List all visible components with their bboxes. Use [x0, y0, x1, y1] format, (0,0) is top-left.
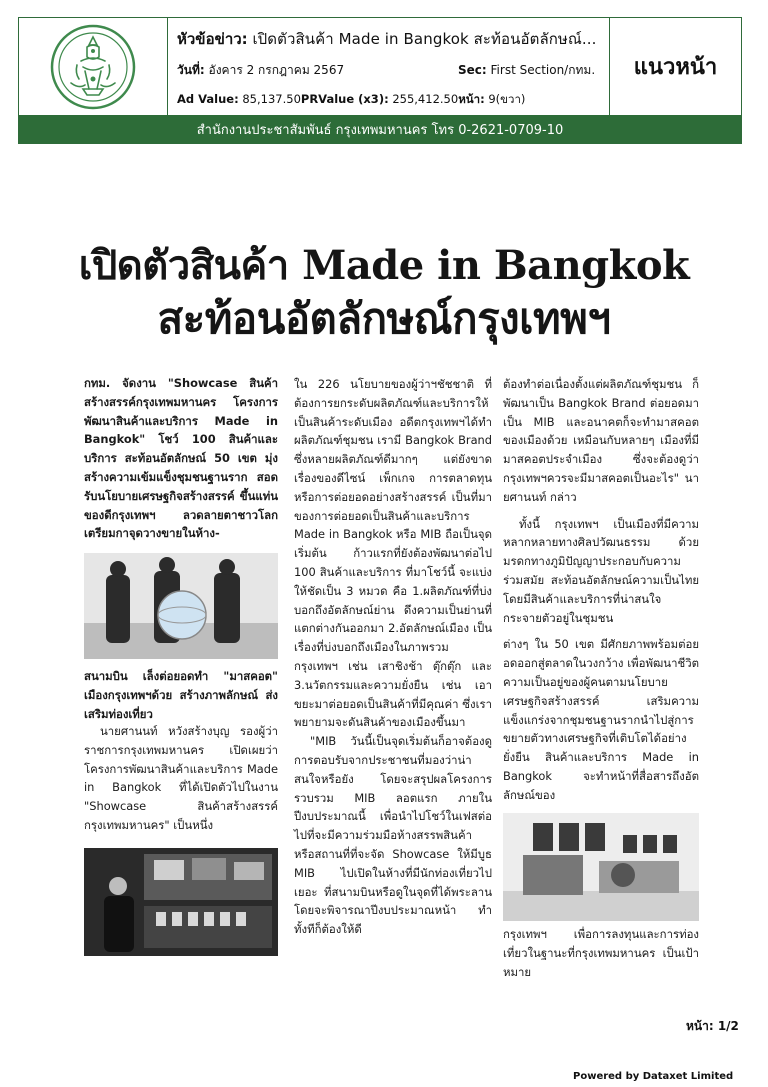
photo-exhibition-hall	[503, 813, 699, 921]
page-value: 9(ขวา)	[488, 92, 526, 106]
section-row	[458, 61, 595, 80]
ad-value: 85,137.50	[242, 92, 301, 106]
pr-value-label: PRValue (x3):	[300, 92, 389, 106]
photo-exhibition-hall-image	[503, 813, 699, 921]
date-row	[177, 61, 344, 80]
col2-body	[294, 375, 492, 939]
newspaper-name: แนวหน้า	[633, 55, 718, 80]
col3-paragraph-3: ต่างๆ ใน 50 เขต มีศักยภาพพร้อมต่อยอดออกสู่ตลาดในวงกว้าง เพื่อพัฒนาชีวิตความเป็นอยู่ของผู้คนตามนโยบายเศรษฐกิจสร้างสรรค์ เสริมความแข็งแกร่งจากชุมชนฐานรากนำไปสู่การขยายตัวทางเศรษฐกิจที่เติบโตได้อย่างยั่งยืน สินค้าและบริการ Made in Bangkok จะทำหน้าที่สื่อสารถึงอัตลักษณ์ของ	[503, 637, 699, 802]
headline-label: หัวข้อข่าว:	[177, 30, 248, 48]
bangkok-city-seal-logo	[49, 23, 137, 111]
headline-text: เปิดตัวสินค้า Made in Bangkok สะท้อนอัตลักษณ์...	[252, 30, 597, 48]
caption-block	[84, 667, 278, 723]
ad-value-label: Ad Value:	[177, 92, 239, 106]
value-row	[177, 91, 525, 109]
sec-value: First Section/กทม.	[490, 63, 596, 77]
col3-paragraph-2: ทั้งนี้ กรุงเทพฯ เป็นเมืองที่มีความหลากหลายทางศิลปวัฒนธรรม ด้วยมรดกทางภูมิปัญญาประกอบกับความร่วมสมัย สะท้อนอัตลักษณ์ความเป็นไทย โดยมีสินค้าและบริการที่น่าสนใจกระจายตัวอยู่ในชุมชน	[503, 516, 699, 625]
col1-paragraph: นายศานนท์ หวังสร้างบุญ รองผู้ว่าราชการกรุงเทพมหานคร เปิดเผยว่า โครงการพัฒนาสินค้าและบริการ Made in Bangkok ที่ได้เปิดตัวไปในงาน "Showcase สินค้าสร้างสรรค์กรุงเทพมหานคร" เป็นหนึ่ง	[84, 724, 278, 832]
clipping-header	[18, 17, 742, 144]
clipping-meta	[168, 18, 610, 115]
article-lead	[84, 374, 278, 543]
col3-paragraph-1: ต้องทำต่อเนื่องตั้งแต่ผลิตภัณฑ์ชุมชน ก็พัฒนาเป็น Bangkok Brand ต่อยอดมาเป็น MIB และอนาคตก็จะทำมาสคอตของเมืองด้วย เหมือนกับหลายๆ เมืองที่มีมาสคอตประจำเมือง ซึ่งจะต้องดูว่ากรุงเทพฯควรจะมีมาสคอตเป็นอะไร" นายศานนท์ กล่าว	[503, 377, 699, 504]
page-label: หน้า:	[458, 92, 485, 106]
col1-body	[84, 722, 278, 835]
lead-paragraph: กทม. จัดงาน "Showcase สินค้าสร้างสรรค์กรุงเทพมหานคร โครงการพัฒนาสินค้าและบริการ Made in Bangkok" โชว์ 100 สินค้าและบริการ สะท้อนอัตลักษณ์ 50 เขต มุ่งสร้างความเข้มแข็งชุมชนฐานราก สอดรับนโยบายเศรษฐกิจสร้างสรรค์ ขึ้นแท่นของดีกรุงเทพฯ ลวดลายตาชาวโลก เตรียมกาจุดวางขายในห้าง-	[84, 376, 278, 541]
article-title-line1: เปิดตัวสินค้า Made in Bangkok	[78, 242, 690, 289]
col3-after-photo	[503, 925, 699, 981]
photo-booth-display	[84, 848, 278, 956]
col3-paragraph-4: กรุงเทพฯ เพื่อการลงทุนและการท่องเที่ยวในฐานะที่กรุงเทพมหานคร เป็นเป้าหมาย	[503, 927, 699, 979]
col3-body	[503, 375, 699, 805]
headline-row	[177, 27, 597, 51]
logo-cell	[19, 18, 168, 115]
col2-paragraph-1: ใน 226 นโยบายของผู้ว่าฯชัชชาติ ที่ต้องการยกระดับผลิตภัณฑ์และบริการให้เป็นสินค้าระดับเมือง อดีตกรุงเทพฯได้ทำผลิตภัณฑ์ชุมชน เรามี Bangkok Brand ซึ่งหลายผลิตภัณฑ์ดีมากๆ แต่ยังขาดเรื่องของดีไซน์ เพ็กเกจ การตลาดทุน หรือการต่อยอดอย่างสร้างสรรค์ เป็นที่มาของการต่อยอดเป็นสินค้าและบริการ Made in Bangkok หรือ MIB ถือเป็นจุดเริ่มต้น ก้าวแรกที่ยังต้องพัฒนาต่อไป 100 สินค้าและบริการ ที่มาโชว์นี้ จะแบ่งให้ชัดเป็น 3 หมวด คือ 1.ผลิตภัณฑ์ที่บ่งบอกถึงอัตลักษณ์ย่าน ดึงความเป็นย่านที่แตกต่างกันออกมา 2.อัตลักษณ์เมือง เป็นเรื่องที่บ่งบอกถึงเมืองในภาพรวมกรุงเทพฯ เช่น เสาชิงช้า ตุ๊กตุ๊ก และ 3.นวัตกรรมและความยั่งยืน เช่น เอาขยะมาต่อยอดเป็นสินค้าที่มีคุณค่า ซึ่งเราพยายามจะดันสินค้าของเมืองขึ้นมา	[294, 377, 492, 730]
date-label: วันที่:	[177, 63, 205, 77]
article-title-line2: สะท้อนอัตลักษณ์กรุงเทพฯ	[157, 294, 611, 343]
sec-label: Sec:	[458, 63, 487, 77]
caption-text: สนามบิน เล็งต่อยอดทำ "มาสคอต" เมืองกรุงเทพฯด้วย สร้างภาพลักษณ์ ส่งเสริมท่องเที่ยว	[84, 669, 278, 721]
page-number: หน้า: 1/2	[686, 1019, 739, 1033]
photo-launch-ceremony-image	[84, 553, 278, 659]
pr-value: 255,412.50	[392, 92, 459, 106]
col2-paragraph-2: "MIB วันนี้เป็นจุดเริ่มต้นก็อาจต้องดูการตอบรับจากประชาชนที่มองว่าน่าสนใจหรือยัง โดยจะสรุปผลโครงการรวบรวม MIB ลอตแรก ภายในปีงบประมาณนี้ เพื่อนำไปโชว์ในเฟสต่อไปที่จะมีความร่วมมือห้างสรรพสินค้าหรือสถานที่ที่จะจัด Showcase ให้มีบูธ MIB ไปเปิดในห้างที่มีนักท่องเที่ยวไปเยอะ ที่สนามบินหรือดูในจุดที่ได้พระลาน โดยจะพิจารณาปีงบประมาณหน้า ทำทั้งทีก็ต้องให้ดี	[294, 734, 492, 937]
photo-booth-display-image	[84, 848, 278, 956]
powered-by: Powered by Dataxet Limited	[573, 1071, 734, 1082]
date-value: อังคาร 2 กรกฎาคม 2567	[208, 63, 345, 77]
contact-band: สำนักงานประชาสัมพันธ์ กรุงเทพมหานคร โทร 0-2621-0709-10	[19, 115, 741, 143]
photo-launch-ceremony	[84, 553, 278, 659]
